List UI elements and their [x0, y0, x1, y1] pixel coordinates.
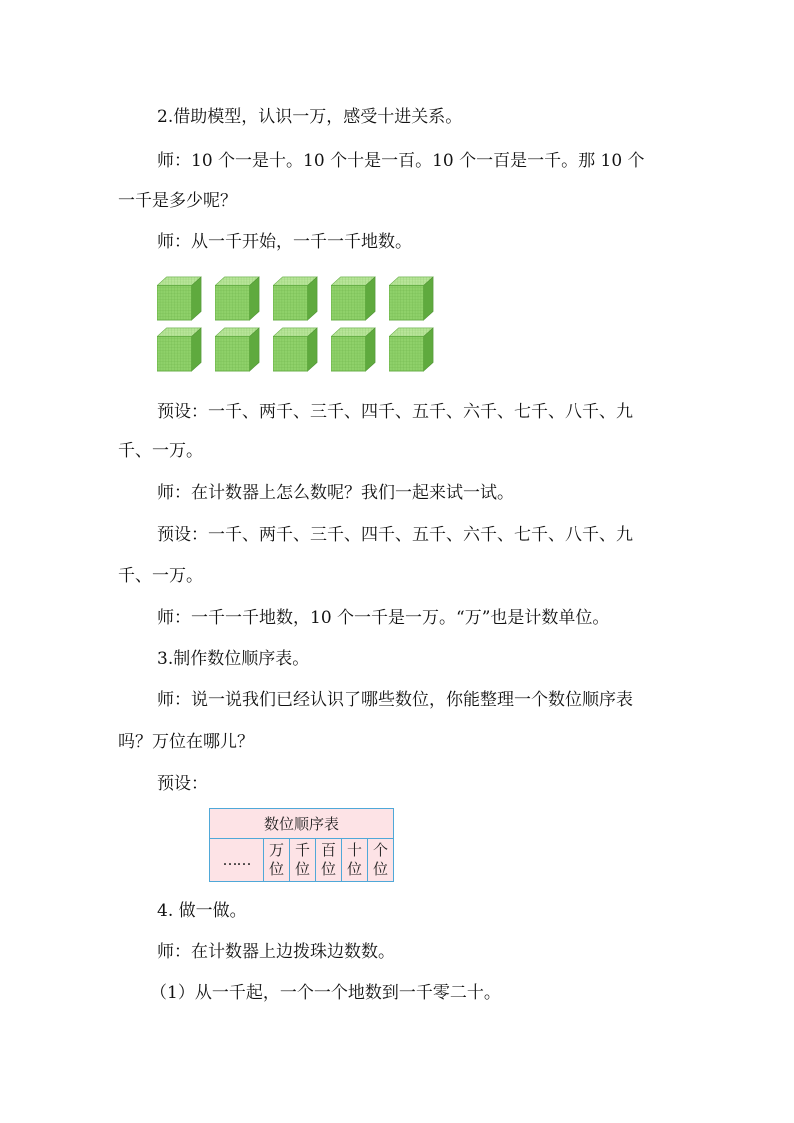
teacher-line-5a: 师：说一说我们已经认识了哪些数位，你能整理一个数位顺序表	[157, 690, 633, 710]
preset-line-1b: 千、一万。	[118, 441, 203, 461]
place-wan: 万 位	[264, 839, 290, 882]
teacher-line-4: 师：一千一千地数，10 个一千是一万。“万”也是计数单位。	[157, 608, 610, 628]
thousand-cube	[389, 327, 435, 373]
place-value-table	[209, 808, 394, 882]
thousand-cube	[157, 276, 203, 322]
thousand-cube	[273, 327, 319, 373]
preset-line-2a: 预设：一千、两千、三千、四千、五千、六千、七千、八千、九	[157, 525, 633, 545]
place-shi: 十 位	[342, 839, 368, 882]
place-qian: 千 位	[290, 839, 316, 882]
section-heading-3: 3.制作数位顺序表。	[157, 649, 310, 669]
table-row	[210, 839, 394, 882]
thousand-cube	[157, 327, 203, 373]
exercise-item-1: （1）从一千起，一个一个地数到一千零二十。	[150, 983, 501, 1003]
thousand-cube	[389, 276, 435, 322]
section-heading-4: 4. 做一做。	[157, 901, 247, 921]
place-bai: 百 位	[316, 839, 342, 882]
teacher-line-3: 师：在计数器上怎么数呢？我们一起来试一试。	[157, 483, 514, 503]
section-heading-2: 2.借助模型，认识一万，感受十进关系。	[157, 107, 463, 127]
thousand-cube	[331, 276, 377, 322]
thousand-cubes-figure	[157, 276, 437, 376]
preset-line-1a: 预设：一千、两千、三千、四千、五千、六千、七千、八千、九	[157, 402, 633, 422]
thousand-cube	[331, 327, 377, 373]
teacher-line-6: 师：在计数器上边拨珠边数数。	[157, 942, 395, 962]
teacher-line-2: 师：从一千开始，一千一千地数。	[157, 232, 412, 252]
teacher-line-1a: 师：10 个一是十。10 个十是一百。10 个一百是一千。那 10 个	[157, 151, 645, 171]
preset-line-2b: 千、一万。	[118, 566, 203, 586]
teacher-line-5b: 吗？万位在哪儿？	[118, 732, 254, 752]
preset-label: 预设：	[157, 774, 208, 794]
thousand-cube	[215, 276, 261, 322]
table-ellipsis: ……	[210, 839, 264, 882]
table-title: 数位顺序表	[210, 809, 394, 839]
teacher-line-1b: 一千是多少呢？	[118, 191, 237, 211]
thousand-cube	[215, 327, 261, 373]
thousand-cube	[273, 276, 319, 322]
place-ge: 个 位	[368, 839, 394, 882]
